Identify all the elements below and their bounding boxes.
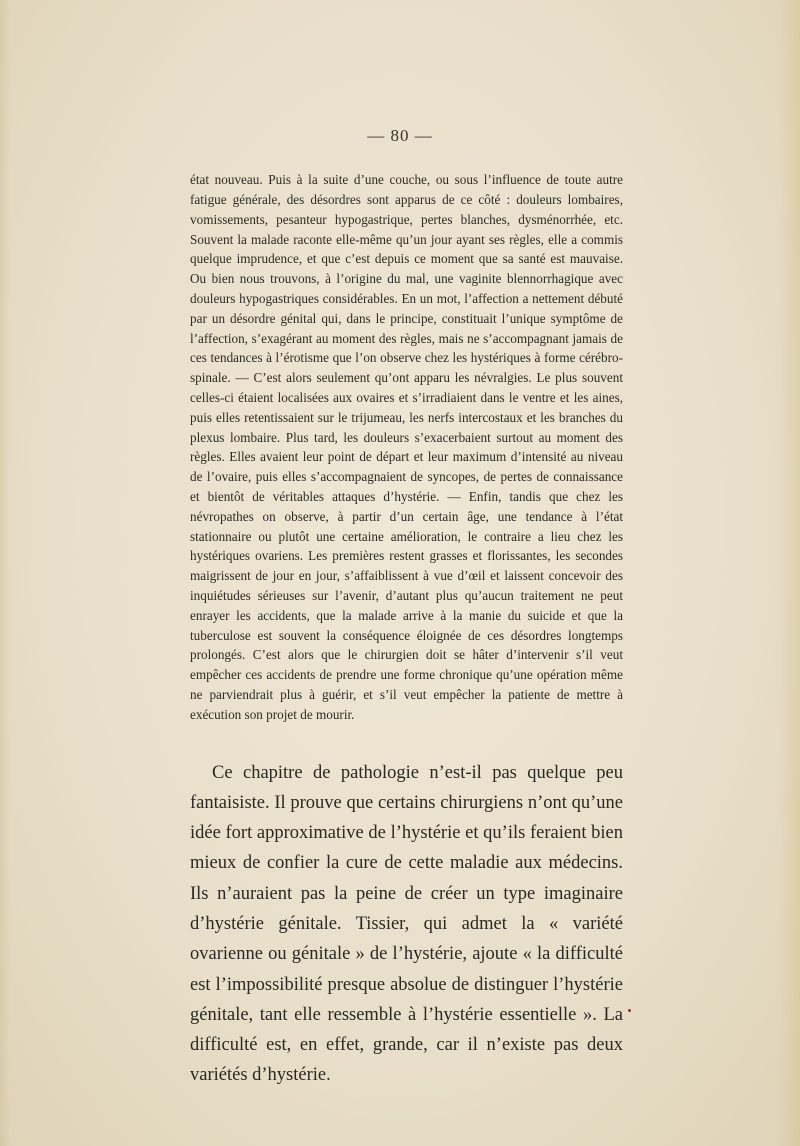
page-edge-shadow-right [778, 0, 800, 1146]
page-edge-shadow-left [0, 0, 10, 1146]
commentary-paragraph: Ce chapitre de pathologie n’est-il pas quelque peu fantaisiste. Il prouve que certains chirurgiens n’ont qu’une idée fort approximative de l’hystérie et qu’ils feraient bien mieux de confier la cure de cette maladie aux médecins. Ils n’auraient pas la peine de créer un type imaginaire d’hystérie génitale. Tissier, qui admet la « variété ovarienne ou génitale » de l’hystérie, ajoute « la difficulté est l’impossibilité presque absolue de distinguer l’hystérie génitale, tant elle ressemble à l’hystérie essentielle ». La difficulté est, en effet, grande, car il n’existe pas deux variétés d’hystérie. [190, 762, 623, 1086]
ink-speck [628, 1009, 631, 1012]
page-number: — 80 — [367, 126, 433, 145]
quoted-paragraph: état nouveau. Puis à la suite d’une couche, ou sous l’influence de toute autre fatigue générale, des désordres sont apparus de ce côté : douleurs lombaires, vomissements, pesanteur hypogastrique, pertes blanches, dysménorrhée, etc. Souvent la malade raconte elle-même qu’un jour ayant ses règles, elle a commis quelque imprudence, et que c’est depuis ce moment que sa santé est mauvaise. Ou bien nous trouvons, à l’origine du mal, une vaginite blennorrhagique avec douleurs hypogastriques considérables. En un mot, l’affection a nettement débuté par un désordre génital qui, dans le principe, constituait l’unique symptôme de l’affection, s’exagérant au moment des règles, mais ne s’accompagnant jamais de ces tendances à l’érotisme que l’on observe chez les hystériques à forme cérébro-spinale. — C’est alors seulement qu’ont apparu les névralgies. Le plus souvent celles-ci étaient localisées aux ovaires et s’irradiaient dans le ventre et les aines, puis elles retentissaient sur le trijumeau, les nerfs intercostaux et les branches du plexus lombaire. Plus tard, les douleurs s’exacerbaient surtout au moment des règles. Elles avaient leur point de départ et leur maximum d’intensité au niveau de l’ovaire, puis elles s’accompagnaient de syncopes, de pertes de connaissance et bientôt de véritables attaques d’hystérie. — Enfin, tandis que chez les névropathes on observe, à partir d’un certain âge, une tendance à l’état stationnaire ou plutôt une certaine amélioration, le contraire a lieu chez les hystériques ovariens. Les premières restent grasses et florissantes, les secondes maigrissent de jour en jour, s’affaiblissent à vue d’œil et laissent concevoir des inquiétudes sérieuses sur l’avenir, d’autant plus qu’aucun traitement ne peut enrayer les accidents, que la malade arrive à la manie du suicide et que la tuberculose est souvent la conséquence éloignée de ces désordres longtemps prolongés. C’est alors que le chirurgien doit se hâter d’intervenir s’il veut empêcher ces accidents de prendre une forme chronique qu’une opération même ne parviendrait plus à guérir, et s’il veut empêcher la patiente de mettre à exécution son projet de mourir. [190, 172, 623, 722]
